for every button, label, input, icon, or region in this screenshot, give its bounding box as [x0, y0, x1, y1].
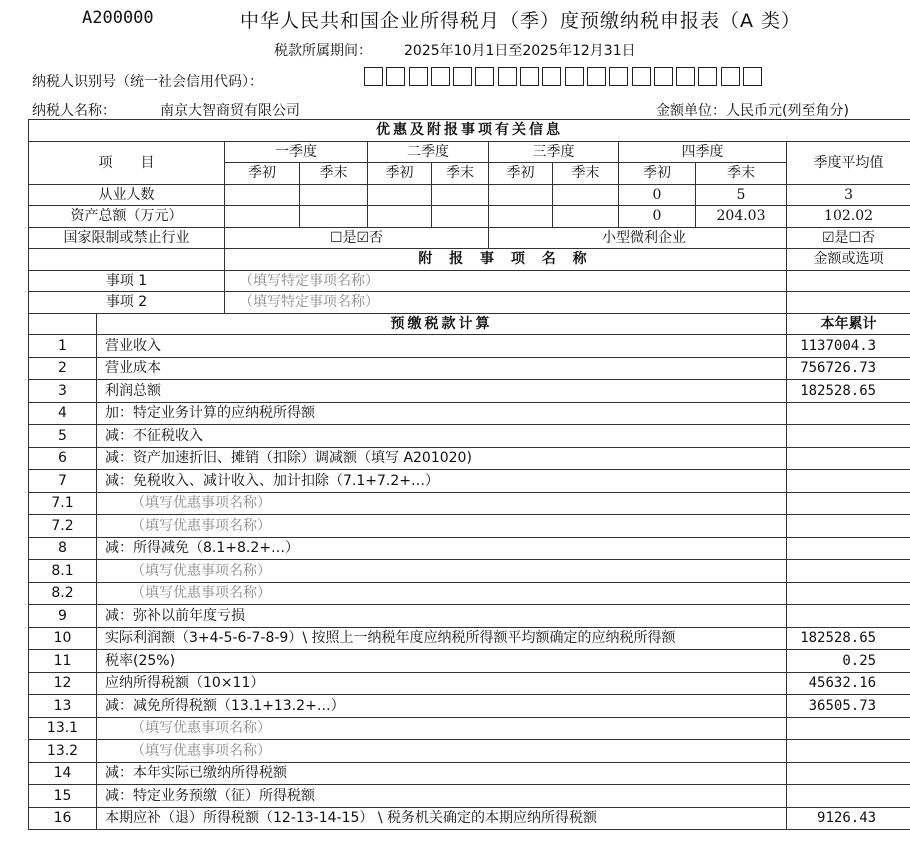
- calc-row-value[interactable]: [787, 515, 910, 538]
- q4-end-assets[interactable]: 204.03: [696, 206, 787, 228]
- calc-row-number: 7: [29, 470, 97, 493]
- calc-row-value[interactable]: 756726.73: [787, 357, 910, 380]
- calc-section-title: 预缴税款计算: [97, 313, 787, 335]
- q2-end-employees[interactable]: [432, 184, 489, 206]
- calc-row-number: 13.1: [29, 717, 97, 740]
- calc-row-value[interactable]: [787, 492, 910, 515]
- calc-row: [29, 560, 910, 583]
- calc-row-label: 减：免税收入、减计收入、加计扣除（7.1+7.2+…）: [97, 470, 787, 493]
- calc-row-value[interactable]: [787, 582, 910, 605]
- q4-start-employees[interactable]: 0: [619, 184, 696, 206]
- calc-row-label: （填写优惠事项名称）: [97, 740, 787, 763]
- calc-row-number: 7.1: [29, 492, 97, 515]
- calc-row-number: 15: [29, 785, 97, 808]
- calc-row: [29, 492, 910, 515]
- employees-label: 从业人数: [29, 184, 225, 206]
- q4-start-header: 季初: [619, 163, 696, 185]
- currency-unit-label: 金额单位：人民币元(列至角分): [656, 103, 849, 119]
- q3-end-employees[interactable]: [553, 184, 619, 206]
- calc-row-label: 减：弥补以前年度亏损: [97, 605, 787, 628]
- q1-end-assets[interactable]: [300, 206, 368, 228]
- q2-start-assets[interactable]: [368, 206, 432, 228]
- calc-row-value[interactable]: [787, 740, 910, 763]
- calc-row-number: 14: [29, 762, 97, 785]
- taxpayer-id-label: 纳税人识别号（统一社会信用代码）：: [32, 74, 263, 90]
- quarter-3-header: 三季度: [489, 141, 619, 163]
- info-section-title: 优惠及附报事项有关信息: [29, 120, 910, 142]
- calc-row-label: 应纳所得税额（10×11）: [97, 672, 787, 695]
- q3-start-assets[interactable]: [489, 206, 553, 228]
- attached-item-2-label: 事项 2: [29, 292, 225, 314]
- calc-row: [29, 785, 910, 808]
- declaration-table: [28, 119, 910, 830]
- q1-end-header: 季末: [300, 163, 368, 185]
- attached-item-1-amount[interactable]: [787, 270, 910, 292]
- taxpayer-id-box[interactable]: [654, 67, 673, 86]
- calc-row-value[interactable]: [787, 717, 910, 740]
- calc-row-number: 8.1: [29, 560, 97, 583]
- q2-end-header: 季末: [432, 163, 489, 185]
- calc-row-number: 10: [29, 627, 97, 650]
- calc-row-label: （填写优惠事项名称）: [97, 717, 787, 740]
- calc-row: [29, 650, 910, 673]
- calc-row-value[interactable]: [787, 402, 910, 425]
- calc-row: [29, 740, 910, 763]
- quarter-4-header: 四季度: [619, 141, 787, 163]
- taxpayer-id-box[interactable]: [475, 67, 494, 86]
- calc-row: [29, 695, 910, 718]
- calc-row: [29, 717, 910, 740]
- calc-row-label: 税率(25%): [97, 650, 787, 673]
- attached-item-2-amount[interactable]: [787, 292, 910, 314]
- calc-row-number: 13: [29, 695, 97, 718]
- calc-row-label: 营业收入: [97, 335, 787, 358]
- calc-row-number: 16: [29, 807, 97, 830]
- q1-start-employees[interactable]: [225, 184, 300, 206]
- calc-row-value[interactable]: 36505.73: [787, 695, 910, 718]
- q2-end-assets[interactable]: [432, 206, 489, 228]
- q1-start-assets[interactable]: [225, 206, 300, 228]
- quarter-2-header: 二季度: [368, 141, 489, 163]
- q2-start-employees[interactable]: [368, 184, 432, 206]
- calc-row-value[interactable]: 45632.16: [787, 672, 910, 695]
- calc-row-number: 9: [29, 605, 97, 628]
- quarter-1-header: 一季度: [225, 141, 368, 163]
- taxpayer-id-box[interactable]: [632, 67, 651, 86]
- assets-label: 资产总额（万元）: [29, 206, 225, 228]
- calc-row-number: 2: [29, 357, 97, 380]
- taxpayer-id-box[interactable]: [721, 67, 740, 86]
- taxpayer-id-box[interactable]: [364, 67, 383, 86]
- attached-items-title: 附 报 事 项 名 称: [225, 249, 787, 271]
- calc-row: [29, 470, 910, 493]
- calc-row-value[interactable]: [787, 537, 910, 560]
- taxpayer-name-value: 南京大智商贸有限公司: [160, 103, 300, 119]
- q4-end-employees[interactable]: 5: [696, 184, 787, 206]
- calc-row: [29, 425, 910, 448]
- taxpayer-id-box[interactable]: [409, 67, 428, 86]
- calc-row-value[interactable]: 1137004.3: [787, 335, 910, 358]
- calc-row-label: （填写优惠事项名称）: [97, 515, 787, 538]
- calc-row-number: 12: [29, 672, 97, 695]
- calc-row-value[interactable]: 182528.65: [787, 380, 910, 403]
- calc-row: [29, 447, 910, 470]
- q3-start-employees[interactable]: [489, 184, 553, 206]
- taxpayer-id-box[interactable]: [587, 67, 606, 86]
- attached-amount-header: 金额或选项: [787, 249, 910, 271]
- q2-start-header: 季初: [368, 163, 432, 185]
- calc-blank-cell: [29, 313, 97, 335]
- calc-row-label: 减：本年实际已缴纳所得税额: [97, 762, 787, 785]
- attached-item-1-name[interactable]: （填写特定事项名称）: [225, 270, 787, 292]
- taxpayer-id-box[interactable]: [386, 67, 405, 86]
- calc-row: [29, 402, 910, 425]
- taxpayer-name-label: 纳税人名称：: [32, 103, 116, 119]
- calc-row-value[interactable]: [787, 470, 910, 493]
- q4-start-assets[interactable]: 0: [619, 206, 696, 228]
- small-enterprise-label: 小型微利企业: [489, 227, 787, 249]
- calc-row-label: 本期应补（退）所得税额（12-13-14-15） \ 税务机关确定的本期应纳所得税额: [97, 807, 787, 830]
- calc-row-number: 8: [29, 537, 97, 560]
- attached-item-2-name[interactable]: （填写特定事项名称）: [225, 292, 787, 314]
- calc-row-label: 利润总额: [97, 380, 787, 403]
- calc-row-label: 减：资产加速折旧、摊销（扣除）调减额（填写 A201020): [97, 447, 787, 470]
- period-label: 税款所属期间：: [274, 43, 372, 59]
- calc-row: [29, 627, 910, 650]
- taxpayer-id-box[interactable]: [542, 67, 561, 86]
- calc-row-label: （填写优惠事项名称）: [97, 492, 787, 515]
- cumulative-header: 本年累计: [787, 313, 910, 335]
- calc-row-number: 7.2: [29, 515, 97, 538]
- average-assets: 102.02: [787, 206, 910, 228]
- q4-end-header: 季末: [696, 163, 787, 185]
- calc-row-label: （填写优惠事项名称）: [97, 582, 787, 605]
- taxpayer-id-box[interactable]: [565, 67, 584, 86]
- quarter-average-header: 季度平均值: [787, 141, 910, 184]
- q3-end-assets[interactable]: [553, 206, 619, 228]
- calc-row: [29, 762, 910, 785]
- taxpayer-id-box[interactable]: [676, 67, 695, 86]
- restricted-industry-checkbox[interactable]: ☐是☑否: [225, 227, 489, 249]
- calc-row-value[interactable]: 9126.43: [787, 807, 910, 830]
- calc-row-value[interactable]: [787, 605, 910, 628]
- calc-row-value[interactable]: [787, 762, 910, 785]
- q1-start-header: 季初: [225, 163, 300, 185]
- calc-row-number: 11: [29, 650, 97, 673]
- small-enterprise-checkbox[interactable]: ☑是☐否: [787, 227, 910, 249]
- average-employees: 3: [787, 184, 910, 206]
- calc-row-number: 6: [29, 447, 97, 470]
- calc-row: [29, 380, 910, 403]
- calc-row-value[interactable]: 182528.65: [787, 627, 910, 650]
- calc-row-label: 减：不征税收入: [97, 425, 787, 448]
- taxpayer-id-box[interactable]: [520, 67, 539, 86]
- calc-row-number: 4: [29, 402, 97, 425]
- calc-row: [29, 582, 910, 605]
- calc-row-number: 3: [29, 380, 97, 403]
- q3-start-header: 季初: [489, 163, 553, 185]
- taxpayer-id-box[interactable]: [698, 67, 717, 86]
- calc-row-value[interactable]: [787, 560, 910, 583]
- calc-row-number: 5: [29, 425, 97, 448]
- form-code: A200000: [82, 8, 154, 28]
- restricted-industry-label: 国家限制或禁止行业: [29, 227, 225, 249]
- calc-row-number: 13.2: [29, 740, 97, 763]
- taxpayer-id-box[interactable]: [743, 67, 762, 86]
- attached-blank-cell: [29, 249, 225, 271]
- calc-row-number: 8.2: [29, 582, 97, 605]
- taxpayer-id-box[interactable]: [609, 67, 628, 86]
- attached-item-1-label: 事项 1: [29, 270, 225, 292]
- calc-row: [29, 672, 910, 695]
- form-title: 中华人民共和国企业所得税月（季）度预缴纳税申报表（A 类）: [240, 10, 802, 32]
- calc-row-label: 减：特定业务预缴（征）所得税额: [97, 785, 787, 808]
- calc-row: [29, 357, 910, 380]
- calc-row: [29, 537, 910, 560]
- calc-row-label: 实际利润额（3+4-5-6-7-8-9）\ 按照上一纳税年度应纳税所得额平均额确定的应纳税所得额: [97, 627, 787, 650]
- q3-end-header: 季末: [553, 163, 619, 185]
- calc-row-value[interactable]: [787, 447, 910, 470]
- calc-row: [29, 605, 910, 628]
- calc-row-label: （填写优惠事项名称）: [97, 560, 787, 583]
- calc-row-label: 减：所得减免（8.1+8.2+…）: [97, 537, 787, 560]
- calc-row-label: 营业成本: [97, 357, 787, 380]
- calc-row-value[interactable]: 0.25: [787, 650, 910, 673]
- taxpayer-id-box[interactable]: [498, 67, 517, 86]
- calc-row-value[interactable]: [787, 425, 910, 448]
- taxpayer-id-box[interactable]: [453, 67, 472, 86]
- calc-row: [29, 807, 910, 830]
- period-value: 2025年10月1日至2025年12月31日: [404, 43, 636, 59]
- calc-row-value[interactable]: [787, 785, 910, 808]
- calc-row-number: 1: [29, 335, 97, 358]
- q1-end-employees[interactable]: [300, 184, 368, 206]
- taxpayer-id-boxes[interactable]: [364, 67, 765, 86]
- taxpayer-id-box[interactable]: [431, 67, 450, 86]
- calc-row-label: 减：减免所得税额（13.1+13.2+…）: [97, 695, 787, 718]
- calc-row: [29, 515, 910, 538]
- item-header: 项 目: [29, 141, 225, 184]
- calc-row-label: 加：特定业务计算的应纳税所得额: [97, 402, 787, 425]
- calc-row: [29, 335, 910, 358]
